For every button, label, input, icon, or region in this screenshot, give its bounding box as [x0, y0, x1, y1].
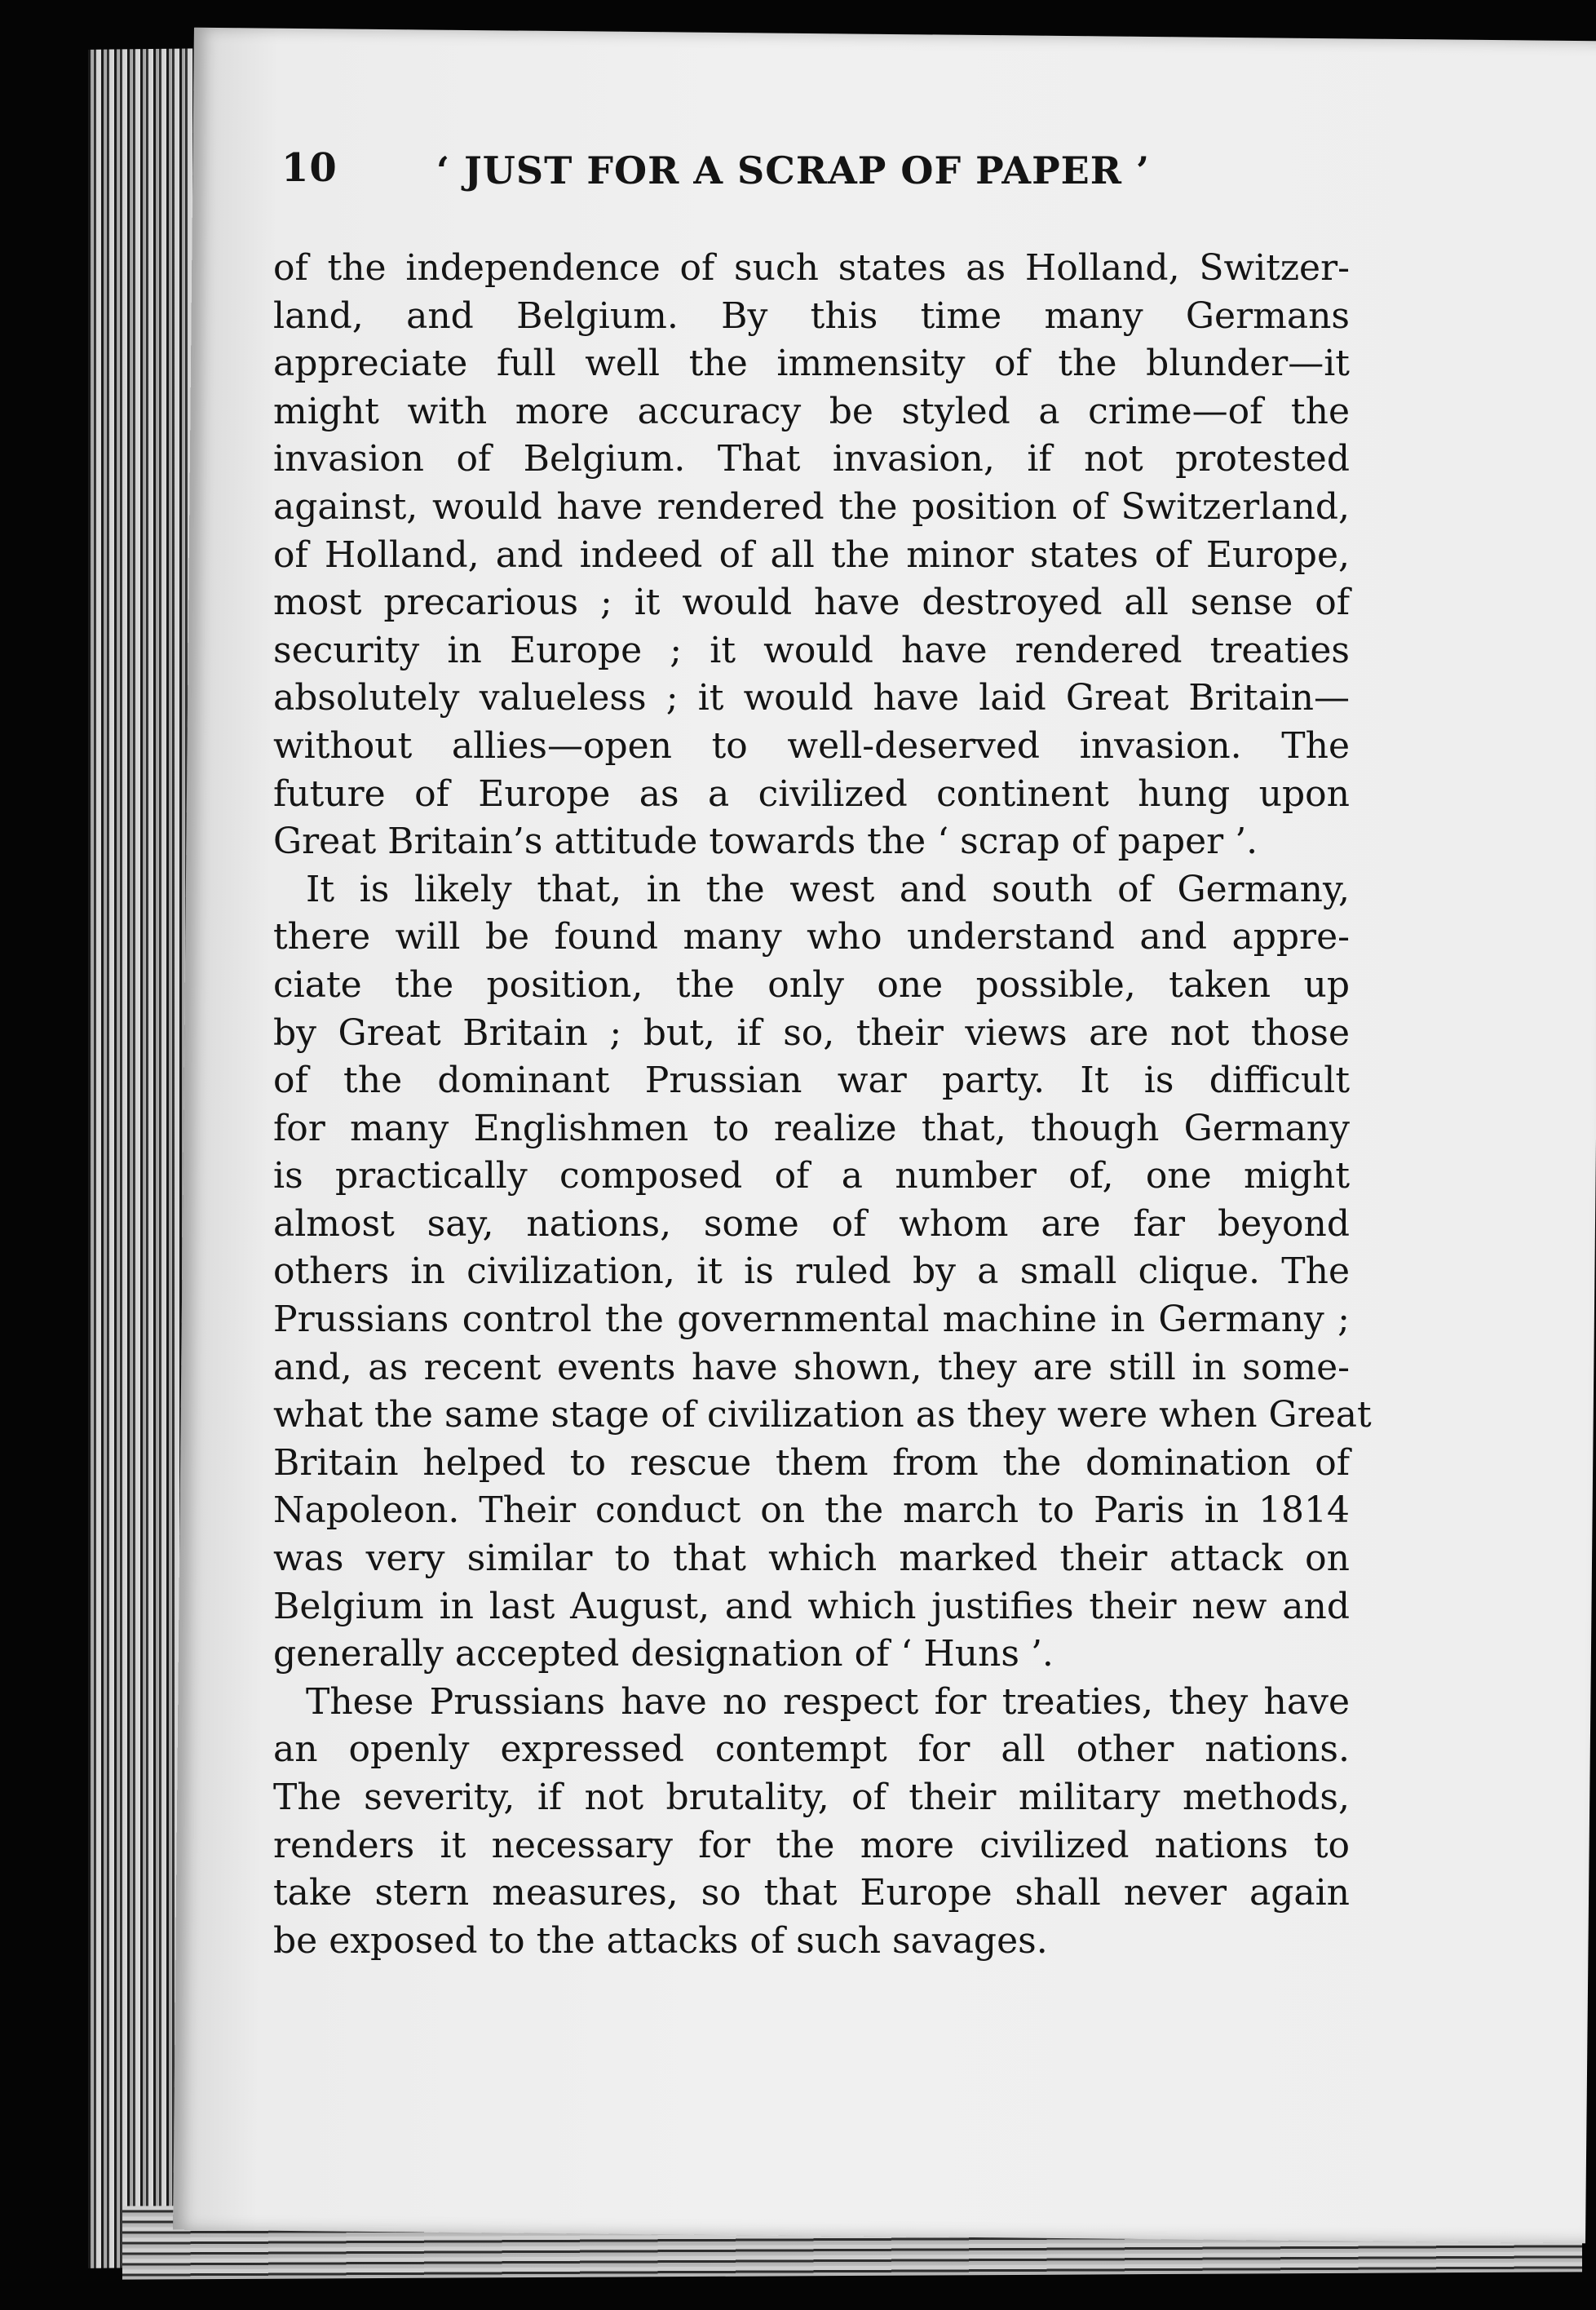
text-line: It is likely that, in the west and south of Germany, [306, 868, 1350, 910]
text-line: what the same stage of civilization as they were when Great [273, 1394, 1372, 1436]
text-line: of the dominant Prussian war party. It is difficult [273, 1060, 1350, 1102]
text-line: an openly expressed contempt for all other nations. [273, 1728, 1350, 1771]
text-line: against, would have rendered the position of Switzerland, [273, 485, 1350, 528]
text-line: and, as recent events have shown, they are still in some- [273, 1346, 1350, 1388]
text-line: generally accepted designation of ‘ Huns ’. [273, 1633, 1054, 1675]
text-line: others in civilization, it is ruled by a small clique. The [273, 1250, 1350, 1293]
text-line: was very similar to that which marked their attack on [273, 1538, 1350, 1580]
paragraph [273, 1679, 1350, 1966]
text-line: of the independence of such states as Holland, Switzer- [273, 247, 1350, 289]
text-line: there will be found many who understand and appre- [273, 916, 1350, 958]
text-line: The severity, if not brutality, of their military methods, [273, 1777, 1350, 1818]
text-line: Prussians control the governmental machine in Germany ; [273, 1299, 1350, 1341]
text-line: ciate the position, the only one possible, taken up [273, 963, 1350, 1006]
text-line: Great Britain’s attitude towards the ‘ scrap of paper ’. [273, 821, 1258, 863]
text-line: for many Englishmen to realize that, though Germany [273, 1107, 1350, 1149]
text-line: most precarious ; it would have destroyed all sense of [273, 582, 1350, 624]
running-title: ‘ JUST FOR A SCRAP OF PAPER ’ [436, 148, 1150, 192]
paragraph [273, 245, 1350, 866]
text-line: Napoleon. Their conduct on the march to Paris in 1814 [273, 1489, 1350, 1532]
text-line: is practically composed of a number of, one might [273, 1155, 1350, 1197]
text-line: invasion of Belgium. That invasion, if not protested [273, 438, 1350, 480]
text-line: These Prussians have no respect for treaties, they have [306, 1680, 1350, 1723]
text-line: might with more accuracy be styled a crime—of the [273, 390, 1350, 432]
running-head [281, 145, 1358, 202]
body-text [273, 245, 1372, 1965]
text-line: of Holland, and indeed of all the minor states of Europe, [273, 533, 1350, 576]
text-line: almost say, nations, some of whom are far beyond [273, 1202, 1350, 1245]
text-line: take stern measures, so that Europe shall never again [273, 1872, 1350, 1914]
paragraph [273, 866, 1372, 1679]
text-line: land, and Belgium. By this time many Germans [273, 294, 1350, 337]
text-line: absolutely valueless ; it would have laid Great Britain— [273, 677, 1350, 719]
text-line: be exposed to the attacks of such savages. [273, 1919, 1048, 1962]
text-line: renders it necessary for the more civilized nations to [273, 1824, 1350, 1866]
text-line: Britain helped to rescue them from the domination of [273, 1441, 1350, 1484]
text-line: security in Europe ; it would have rendered treaties [273, 629, 1350, 671]
text-line: without allies—open to well-deserved invasion. The [273, 724, 1350, 767]
text-line: appreciate full well the immensity of the blunder—it [273, 343, 1350, 385]
text-line: by Great Britain ; but, if so, their views are not those [273, 1011, 1350, 1054]
text-line: Belgium in last August, and which justifies their new and [273, 1585, 1350, 1627]
page-number: 10 [281, 145, 338, 191]
text-line: future of Europe as a civilized continent hung upon [273, 772, 1350, 815]
